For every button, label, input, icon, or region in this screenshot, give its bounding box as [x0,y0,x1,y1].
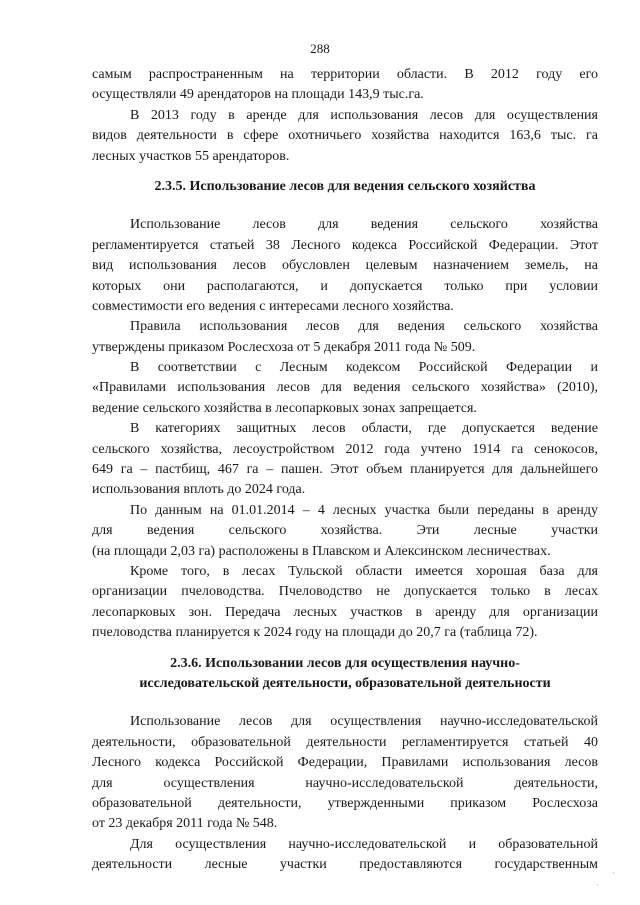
text-line: лесных участков 55 арендаторов. [92,148,290,164]
text-line: Использование лесов для ведения сельского хозяйства [130,217,598,233]
text-line: для осуществления научно-исследовательской деятельности, [92,775,598,791]
text-line: Использование лесов для осуществления научно-исследовательской [130,714,598,730]
spacer [92,167,598,177]
text-line: организации пчеловодства. Пчеловодство не допускается только в лесах [92,584,598,600]
text-line: утверждены приказом Рослесхоза от 5 декабря 2011 года № 509. [92,339,476,355]
page-body [92,65,598,875]
spacer [92,197,598,215]
text-line: В 2013 году в аренде для использования лесов для осуществления [130,107,598,123]
text-line: «Правилами использования лесов для ведения сельского хозяйства» (2010), [92,380,598,396]
text-line: для ведения сельского хозяйства. Эти лесные участки [92,523,598,539]
spacer [92,644,598,654]
text-line: пчеловодства планируется к 2024 году на площади до 20,7 га (таблица 72). [92,625,538,641]
scan-speck: · [596,880,599,890]
text-line: от 23 декабря 2011 года № 548. [92,816,278,832]
page-number: 288 [310,41,330,56]
text-line: вид использования лесов обусловлен целевым назначением земель, на [92,258,598,274]
spacer [92,694,598,712]
text-line: деятельности лесные участки предоставляются государственным [92,857,598,873]
text-line: использования вплоть до 2024 года. [92,482,306,498]
text-line: 649 га – пастбищ, 467 га – пашен. Этот объем планируется для дальнейшего [92,462,598,478]
text-line: (на площади 2,03 га) расположены в Плавском и Алексинском лесничествах. [92,543,551,559]
section-heading-line: 2.3.5. Использование лесов для ведения сельского хозяйства [154,178,536,194]
scan-speck: · [612,868,615,878]
text-line: лесопарковых зон. Передача лесных участков в аренду для организации [92,604,598,620]
text-line: самым распространенным на территории области. В 2012 году его [92,67,598,82]
text-line: В соответствии с Лесным кодексом Российской Федерации и [130,360,598,376]
text-line: деятельности, образовательной деятельности регламентируется статьей 40 [92,734,598,750]
section-heading-line: 2.3.6. Использовании лесов для осуществления научно- [170,655,520,671]
text-line: Лесного кодекса Российской Федерации, Правилами использования лесов [92,755,598,771]
text-line: Кроме того, в лесах Тульской области имеется хорошая база для [130,563,598,579]
section-heading-line: исследовательской деятельности, образовательной деятельности [139,675,551,691]
text-line: В категориях защитных лесов области, где допускается ведение [130,421,598,437]
text-line: Для осуществления научно-исследовательской и образовательной [130,836,598,852]
text-line: видов деятельности в сфере охотничьего хозяйства находится 163,6 тыс. га [92,128,598,144]
text-line: Правила использования лесов для ведения сельского хозяйства [130,319,598,335]
text-line: образовательной деятельности, утвержденными приказом Рослесхоза [92,795,598,811]
text-line: сельского хозяйства, лесоустройством 2012 года учтено 1914 га сенокосов, [92,441,598,457]
text-line: По данным на 01.01.2014 – 4 лесных участка были переданы в аренду [130,502,598,518]
text-line: ведение сельского хозяйства в лесопарковых зонах запрещается. [92,400,477,416]
text-line: совместимости его ведения с интересами лесного хозяйства. [92,298,454,314]
text-line: которых они располагаются, и допускается только при условии [92,278,598,294]
text-line: осуществляли 49 арендаторов на площади 143,9 тыс.га. [92,87,424,103]
text-line: регламентируется статьей 38 Лесного кодекса Российской Федерации. Этот [92,237,598,253]
